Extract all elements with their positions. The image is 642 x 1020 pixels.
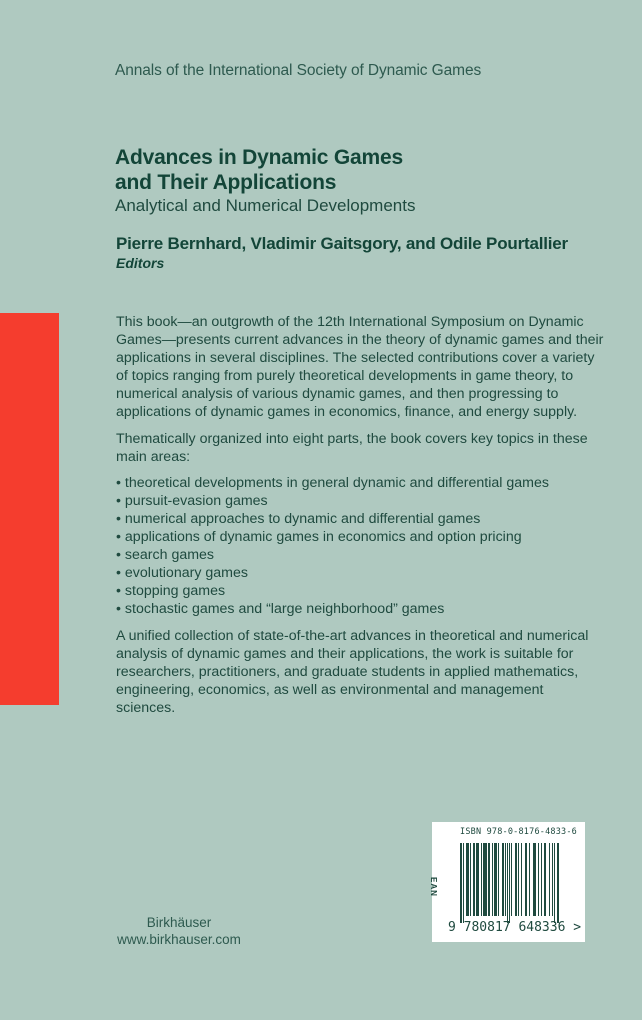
topic-item: • evolutionary games: [116, 564, 606, 582]
description-paragraph-1: This book—an outgrowth of the 12th International Symposium on Dynamic Games—presents current advances in the theory of dynamic games and their applications in several disciplines. The selected contributions cover a variety of topics ranging from purely theoretical developments in game theory, to numerical analysis of various dynamic games, and then progressing to applications of dynamic games in economics, finance, and energy supply.: [116, 314, 604, 421]
ean-label: EAN: [429, 877, 438, 897]
topic-item: • pursuit-evasion games: [116, 492, 606, 510]
authors: Pierre Bernhard, Vladimir Gaitsgory, and Odile Pourtallier: [116, 234, 568, 253]
book-subtitle: Analytical and Numerical Developments: [115, 196, 416, 215]
accent-bar: [0, 313, 59, 705]
publisher-name: Birkhäuser: [146, 915, 212, 930]
topic-item: • stopping games: [116, 582, 606, 600]
book-description: [116, 313, 606, 725]
topic-item: • numerical approaches to dynamic and differential games: [116, 510, 606, 528]
book-title-line-2: and Their Applications: [115, 171, 337, 194]
book-title-line-1: Advances in Dynamic Games: [115, 146, 403, 169]
topic-item: • stochastic games and “large neighborhood” games: [116, 600, 606, 618]
title-block: [115, 145, 415, 217]
series-name: Annals of the International Society of Dynamic Games: [115, 62, 482, 79]
barcode-digits: 9 780817 648336 >: [448, 920, 582, 935]
isbn-label: ISBN 978-0-8176-4833-6: [460, 827, 577, 837]
topic-item: • theoretical developments in general dynamic and differential games: [116, 474, 606, 492]
barcode-bars-icon: [460, 843, 559, 922]
publisher-website: www.birkhauser.com: [117, 932, 241, 947]
topics-list: [116, 474, 606, 619]
topic-item: • search games: [116, 546, 606, 564]
authors-role: Editors: [116, 255, 165, 271]
topic-item: • applications of dynamic games in economics and option pricing: [116, 528, 606, 546]
barcode: [429, 822, 585, 942]
publisher-block: [115, 914, 243, 948]
description-paragraph-3: A unified collection of state-of-the-art advances in theoretical and numerical analysis of dynamic games and their applications, the work is suitable for researchers, practitioners, and graduate students in applied mathematics, engineering, economics, as well as environmental and management sciences.: [116, 627, 589, 716]
description-paragraph-2: Thematically organized into eight parts, the book covers key topics in these main areas:: [116, 430, 588, 465]
